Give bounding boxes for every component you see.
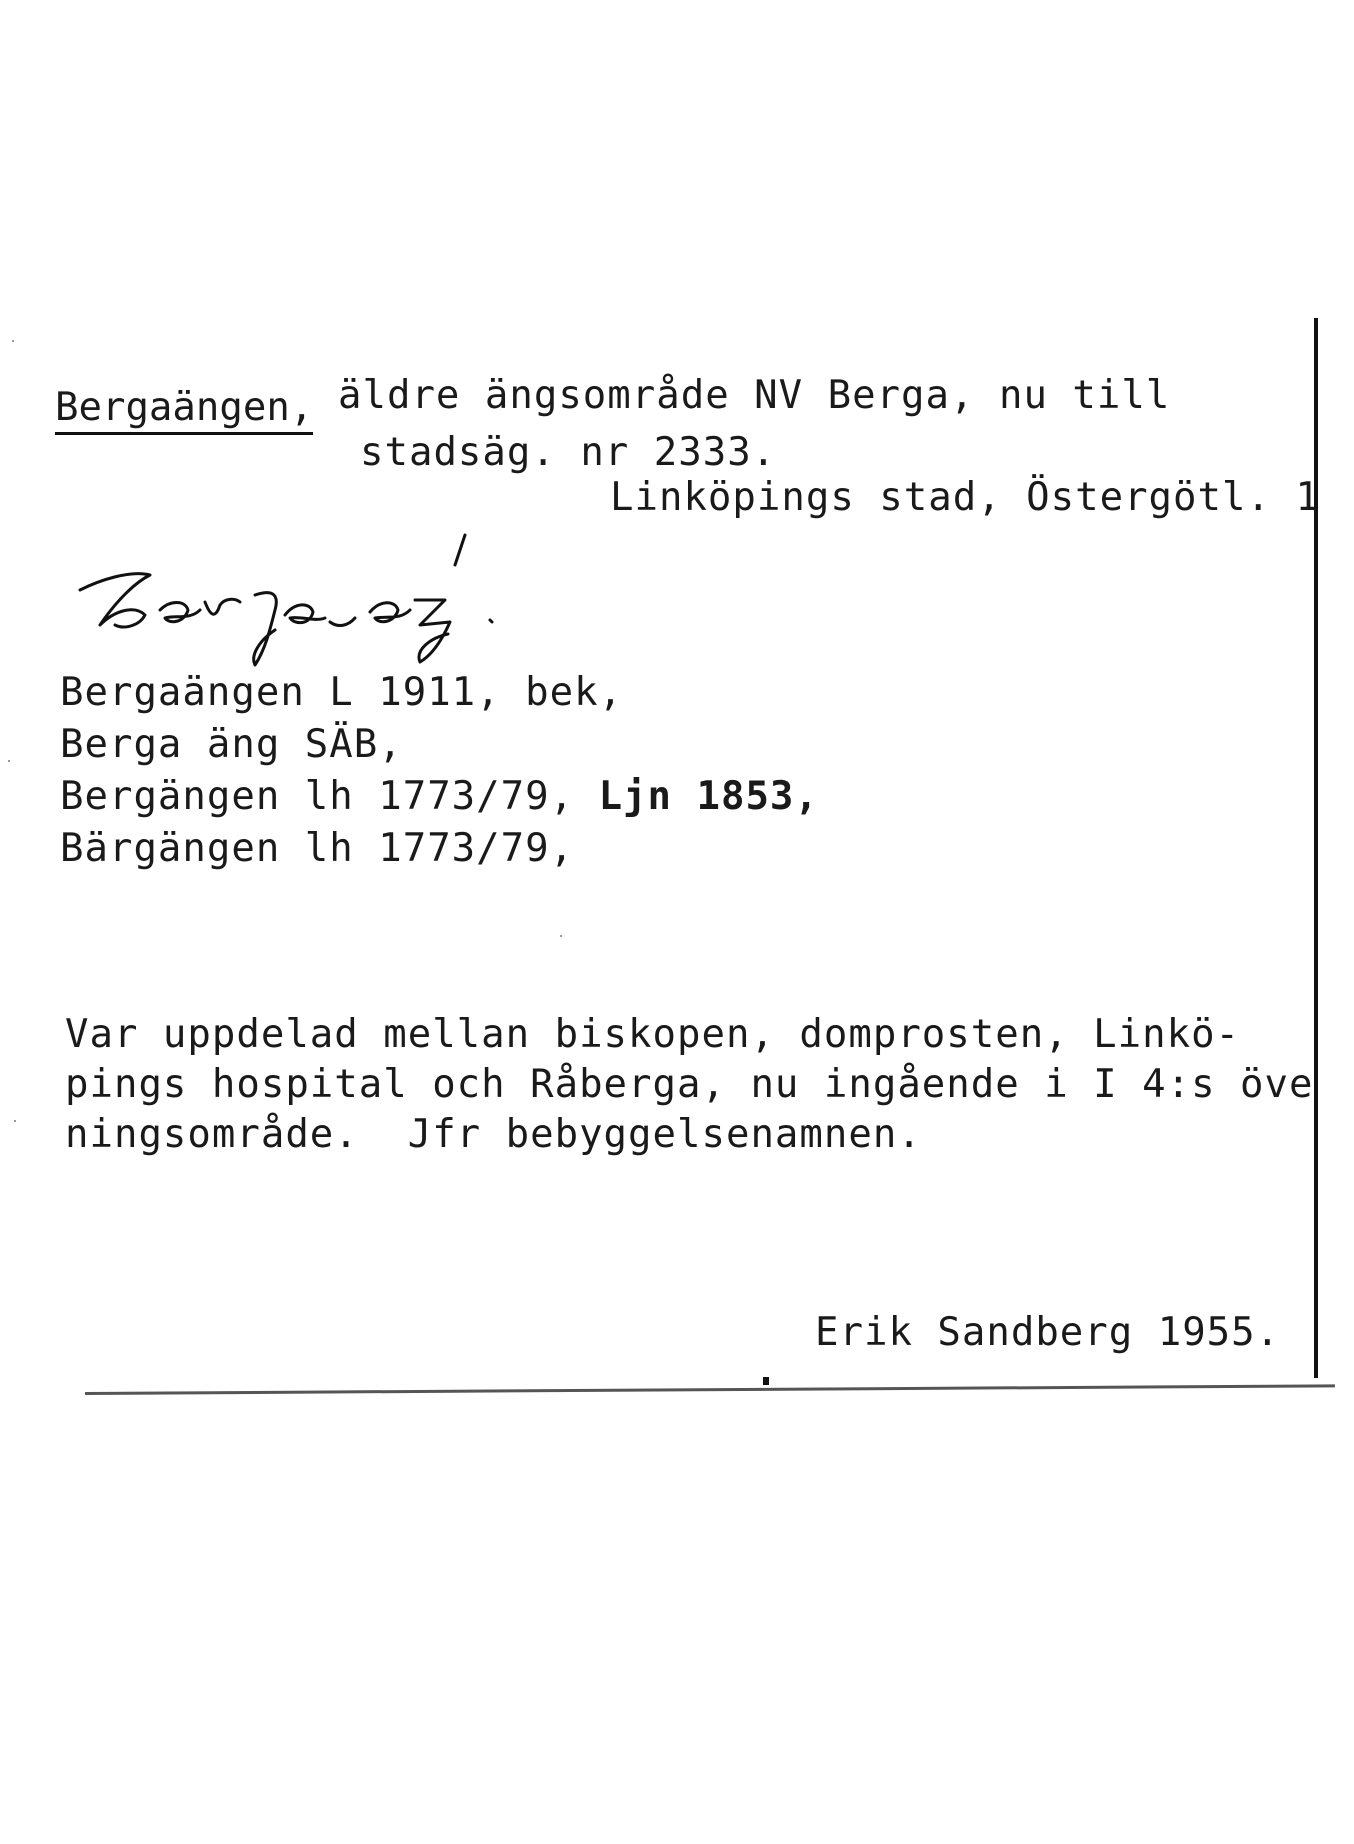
form-line-1: Bergaängen L 1911, bek, <box>60 670 624 715</box>
location: Linköpings stad, Östergötl. 1 <box>610 475 1320 520</box>
form-line-3-text: Bergängen lh 1773/79, <box>60 774 599 819</box>
scan-speck <box>8 760 10 762</box>
form-line-2: Berga äng SÄB, <box>60 722 403 767</box>
property-number: stadsäg. nr 2333. <box>360 430 777 475</box>
scan-speck <box>560 935 562 937</box>
signature: Erik Sandberg 1955. <box>815 1310 1281 1355</box>
scan-speck <box>12 340 14 342</box>
headword: Bergaängen, <box>55 385 313 435</box>
headword-definition: äldre ängsområde NV Berga, nu till <box>338 373 1171 418</box>
form-line-4: Bärgängen lh 1773/79, <box>60 826 575 871</box>
handwritten-pronunciation <box>70 530 560 670</box>
scan-speck <box>14 1120 16 1122</box>
ink-dot <box>763 1377 769 1385</box>
card-bottom-edge <box>85 1384 1335 1395</box>
form-line-3-bold: Ljn 1853, <box>598 774 819 819</box>
note-line-1: Var uppdelad mellan biskopen, domprosten, Linkö- <box>65 1012 1241 1057</box>
form-line-3 <box>60 774 819 819</box>
note-line-3: ningsområde. Jfr bebyggelsenamnen. <box>65 1112 922 1157</box>
note-line-2: pings hospital och Råberga, nu ingående i I 4:s öve <box>65 1062 1314 1107</box>
